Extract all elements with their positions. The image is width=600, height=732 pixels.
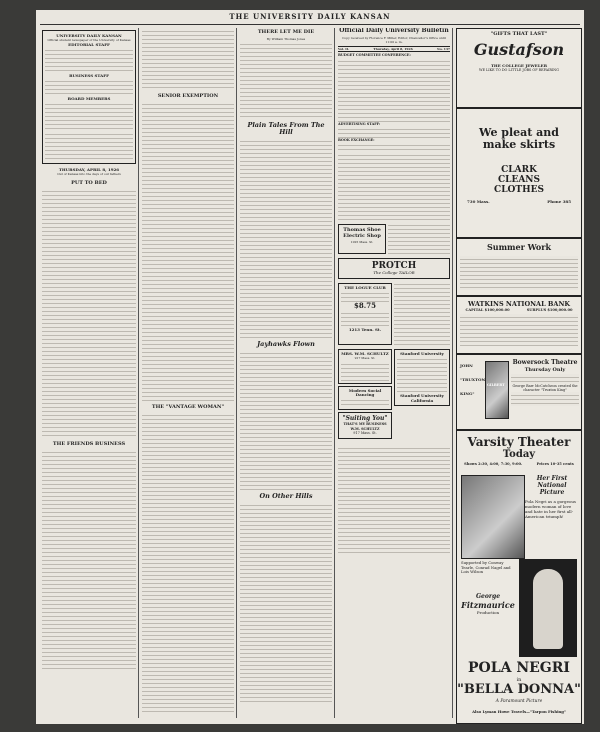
stanford-column xyxy=(394,347,450,441)
put-to-bed-body xyxy=(42,188,136,438)
bulletin-sub: Copy received by Florence F. Miller, Editor, Chancellor's Office until 11:00 a. m. xyxy=(342,36,446,45)
suiting-address: 917 Mass. St. xyxy=(353,431,377,436)
bulletin-info-bar xyxy=(338,46,450,52)
pleat-line-1: We pleat and xyxy=(478,126,559,139)
other-hills-heading: On Other Hills xyxy=(259,492,313,501)
pleat-line-2: make skirts xyxy=(482,138,556,151)
watkins-name: WATKINS NATIONAL BANK xyxy=(467,300,571,308)
jayhawks-body xyxy=(240,350,332,490)
gustafson-name: Gustafson xyxy=(473,40,565,59)
kansan-staff-box xyxy=(42,30,136,164)
john-gilbert-photo xyxy=(485,361,509,419)
pola-negri-illustration xyxy=(519,559,577,657)
suiting-ad xyxy=(338,412,392,438)
column-editorial-2 xyxy=(142,28,234,720)
fitzmaurice-label: Fitzmaurice xyxy=(461,600,515,610)
gustafson-ad xyxy=(456,28,582,108)
suiting-tagline: THAT'S MY BUSINESS xyxy=(343,422,387,427)
varsity-today: Today xyxy=(502,449,536,460)
logue-address: 1213 Tenn. St. xyxy=(348,327,382,333)
column-divider xyxy=(452,28,453,718)
put-to-bed-heading: PUT TO BED xyxy=(71,179,107,186)
george-label: George xyxy=(475,593,501,600)
watkins-capital-row xyxy=(457,308,581,312)
truxton-label: "TRUXTON xyxy=(460,377,486,382)
conway-credits: Supported by Conway Tearle, Conrad Nagel and Lois Wilson xyxy=(461,560,511,575)
plain-tales-body xyxy=(240,138,332,338)
jeweler-label: THE COLLEGE JEWELER xyxy=(490,63,548,68)
pola-description: Pola Negri as a gorgeous modern woman of love and hate in her first all-American triumph! xyxy=(525,499,576,519)
protch-tagline: The College TAILOR xyxy=(373,270,415,276)
bulletin-number: No. 137 xyxy=(436,46,450,51)
stanford-title: Stanford University xyxy=(400,350,444,356)
board-list xyxy=(45,101,133,129)
stanford-footer: Stanford University California xyxy=(400,393,444,403)
thomas-label: Thomas xyxy=(343,227,366,234)
truxton-cast xyxy=(460,359,488,401)
senior-exemption-heading: SENIOR EXEMPTION xyxy=(157,93,219,99)
logue-details xyxy=(341,310,389,328)
friends-heading: THE FRIENDS BUSINESS xyxy=(52,440,126,447)
bowersock-info xyxy=(511,359,579,406)
date-line: THURSDAY, APRIL 8, 1926 xyxy=(58,167,120,173)
budget-body xyxy=(338,58,450,122)
newspaper-page xyxy=(36,10,584,724)
business-staff-list xyxy=(45,78,133,96)
poem-byline: By William Thomas Jones xyxy=(266,37,306,41)
modern-dancing-desc xyxy=(341,397,389,407)
friends-body xyxy=(42,449,136,669)
watkins-capital: CAPITAL $100,000.00 xyxy=(465,308,510,312)
summer-work-ad xyxy=(456,238,582,296)
subscription-info xyxy=(45,131,133,161)
modern-dancing-ad xyxy=(338,386,392,411)
protch-name: PROTCH xyxy=(371,261,417,272)
schultz-name: MRS. W.M. SCHULTZ xyxy=(341,350,389,356)
business-staff-heading: BUSINESS STAFF xyxy=(69,73,109,79)
budget-heading: BUDGET COMMITTEE CONFERENCE: xyxy=(338,53,411,58)
varsity-theater-ad xyxy=(456,430,582,724)
jayhawks-heading: Jayhawks Flown xyxy=(257,340,315,349)
bowersock-name: Bowersock Theatre xyxy=(512,359,578,366)
suiting-name: W.M. SCHULTZ xyxy=(350,426,380,431)
thomas-shoe-ad xyxy=(338,224,386,254)
editorial-staff-heading: EDITORIAL STAFF xyxy=(68,42,110,48)
logue-club-ad xyxy=(338,283,392,345)
stanford-ad xyxy=(394,349,450,406)
bulletin-date: Thursday, April 8, 1926 xyxy=(373,46,413,51)
senior-exemption-body xyxy=(142,101,234,401)
advertising-heading: ADVERTISING STAFF: xyxy=(338,121,381,126)
other-hills-body xyxy=(240,502,332,702)
column-features xyxy=(240,28,332,720)
kansan-sub: Official student newspaper of the University of Kansas xyxy=(47,38,131,42)
masthead: THE UNIVERSITY DAILY KANSAN xyxy=(229,12,391,21)
clothes-label: CLOTHES xyxy=(494,185,544,195)
varsity-showtimes xyxy=(457,462,581,466)
book-exchange-body xyxy=(338,142,450,152)
plain-tales-heading: Plain Tales From The Hill xyxy=(247,121,325,137)
book-exchange-heading: BOOK EXCHANGE: xyxy=(338,138,375,143)
schultz-desc xyxy=(341,361,389,381)
board-heading: BOARD MEMBERS xyxy=(67,96,111,102)
vantage-woman-body xyxy=(142,412,234,712)
logue-price: $8.75 xyxy=(354,301,376,311)
bulletin-article-2 xyxy=(394,281,450,347)
bella-donna-title: "BELLA DONNA" xyxy=(457,682,581,697)
bulletin-ad-row xyxy=(338,222,450,256)
poem-title: THERE LET ME DIE xyxy=(257,29,315,35)
bowersock-sub: George Barr McCutcheon created the character "Truxton King" xyxy=(512,384,578,392)
pola-negri-name: POLA NEGRI xyxy=(468,660,570,676)
figure-silhouette xyxy=(533,569,563,649)
first-national-label: Her First National Picture xyxy=(536,475,568,496)
vantage-woman-heading: THE "VANTAGE WOMAN" xyxy=(151,404,225,410)
kansan-title: UNIVERSITY DAILY KANSAN xyxy=(56,33,122,38)
production-label: Production xyxy=(476,610,500,615)
column-divider xyxy=(236,28,237,718)
electric-label: Electric xyxy=(343,233,365,240)
bowersock-ad xyxy=(456,354,582,430)
also-showing: Also Lyman Howe Travels—"Tarpon Fishing" xyxy=(472,709,566,714)
advertising-body xyxy=(338,126,450,138)
gifts-headline: "GIFTS THAT LAST" xyxy=(490,31,548,37)
shoe-label: Shoe xyxy=(367,227,381,234)
schultz-address: 917 Mass. St. xyxy=(354,356,376,361)
bulletin-ad-row-3 xyxy=(338,347,450,441)
gilbert-label: GILBERT xyxy=(487,383,505,387)
editorial-staff-list xyxy=(45,47,133,73)
suiting-title: "Suiting You" xyxy=(342,415,388,423)
varsity-name: Varsity Theater xyxy=(467,435,571,449)
pola-negri-portrait xyxy=(461,475,525,559)
cleans-label: CLEANS xyxy=(497,175,541,185)
motto: Out of Kansas into the days of our fathers xyxy=(57,172,121,177)
column-editorial xyxy=(42,28,136,720)
column-divider xyxy=(138,28,139,718)
clark-address: 730 Mass. xyxy=(467,199,490,204)
clark-name: CLARK xyxy=(501,165,537,175)
article-top xyxy=(142,28,234,90)
bulletin-articles xyxy=(338,152,450,222)
king-label: KING" xyxy=(460,391,475,396)
bulletin-article xyxy=(388,222,450,256)
jeweler-sub: WE LIKE TO DO LITTLE JOBS OF REPAIRING xyxy=(479,68,559,72)
watkins-surplus: SURPLUS $100,000.00 xyxy=(526,308,573,312)
logue-name: THE LOGUE CLUB xyxy=(344,284,386,290)
varsity-shows: Shows 2:30, 4:00, 7:30, 9:00. xyxy=(464,462,523,466)
bowersock-day: Thursday Only xyxy=(524,367,566,373)
in-label: in xyxy=(516,677,522,683)
bulletin-bottom-article xyxy=(338,445,450,555)
bowersock-shows xyxy=(511,374,579,384)
poem-body xyxy=(240,41,332,119)
protch-ad xyxy=(338,258,450,278)
summer-title: Summer Work xyxy=(486,242,552,252)
schultz-ad xyxy=(338,349,392,384)
bulletin-volume: Vol. II. xyxy=(338,46,350,51)
summer-desc xyxy=(460,256,578,290)
column-bulletin xyxy=(338,28,450,720)
column-divider xyxy=(334,28,335,718)
john-label: JOHN xyxy=(460,363,473,368)
fitzmaurice-credit xyxy=(461,593,515,615)
clark-contact xyxy=(457,195,581,204)
varsity-prices: Prices 10-35 cents xyxy=(536,462,574,466)
paramount-label: A Paramount Picture xyxy=(495,699,543,704)
stanford-desc xyxy=(397,356,447,394)
bulletin-ad-row-2 xyxy=(338,281,450,347)
watkins-bank-ad xyxy=(456,296,582,354)
masthead-rule xyxy=(40,24,580,25)
watkins-officers xyxy=(460,314,578,346)
clark-cleaners-ad xyxy=(456,108,582,238)
thomas-address: 1025 Mass. St. xyxy=(350,240,374,245)
modern-dancing-title: Modern Social Dancing xyxy=(348,387,382,398)
bowersock-desc xyxy=(511,392,579,406)
clark-phone: Phone 385 xyxy=(547,199,571,204)
shop-label: Shop xyxy=(366,233,381,240)
bulletin-title: Official Daily University Bulletin xyxy=(339,28,449,34)
schultz-column xyxy=(338,347,392,441)
